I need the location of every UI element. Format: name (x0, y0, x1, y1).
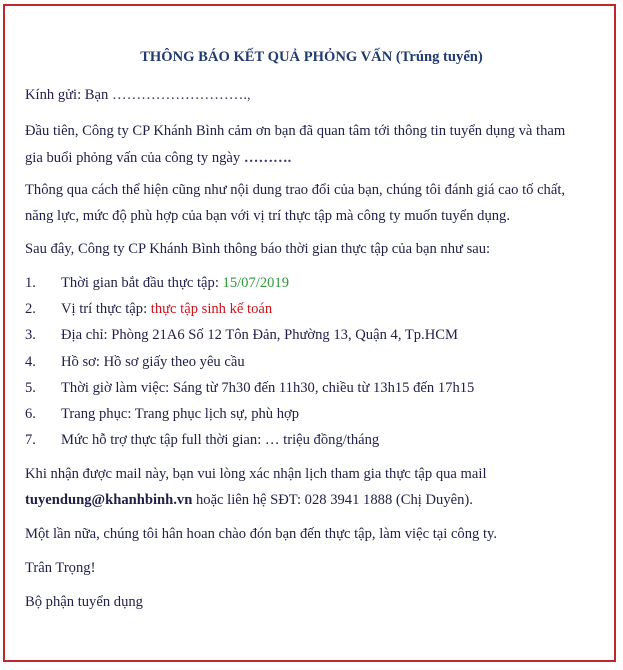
signature-text: Bộ phận tuyển dụng (25, 594, 143, 610)
working-hours-text: Thời giờ làm việc: Sáng từ 7h30 đến 11h30, chiều từ 13h15 đến 17h15 (61, 380, 475, 396)
list-item-number: 6. (25, 406, 36, 422)
list-item-number: 1. (25, 275, 36, 291)
contact-phone-text: hoặc liên hệ SĐT: 028 3941 1888 (Chị Duyên). (192, 492, 473, 508)
evaluation-paragraph-line-1: Thông qua cách thể hiện cũng như nội dung trao đổi của bạn, chúng tôi đánh giá cao tố chất, (25, 182, 566, 198)
dress-code-text: Trang phục: Trang phục lịch sự, phù hợp (61, 406, 300, 422)
intro-paragraph-line-2 (25, 148, 291, 168)
intro-paragraph-text: gia buổi phỏng vấn của công ty ngày (25, 150, 244, 166)
evaluation-paragraph-line-2: năng lực, mức độ phù hợp của bạn với vị trí thực tập mà công ty muốn tuyển dụng. (25, 208, 510, 224)
intro-paragraph-line-1: Đầu tiên, Công ty CP Khánh Bình cảm ơn bạn đã quan tâm tới thông tin tuyển dụng và tham (25, 123, 566, 139)
start-date-value: 15/07/2019 (222, 275, 290, 291)
list-item-number: 7. (25, 432, 36, 448)
documents-text: Hồ sơ: Hồ sơ giấy theo yêu cầu (61, 354, 245, 370)
greeting-label: Kính gửi: Bạn (25, 87, 112, 103)
schedule-intro: Sau đây, Công ty CP Khánh Bình thông báo thời gian thực tập của bạn như sau: (25, 241, 491, 257)
letter-title: THÔNG BÁO KẾT QUẢ PHỎNG VẤN (Trúng tuyển) (140, 49, 483, 65)
list-item-text (61, 273, 289, 293)
list-item-text (61, 299, 272, 319)
interview-date-placeholder: ………. (243, 150, 292, 166)
contact-email-link[interactable]: tuyendung@khanhbinh.vn (25, 492, 193, 508)
confirmation-paragraph-line-2 (25, 490, 473, 510)
list-item-number: 2. (25, 301, 36, 317)
list-item-number: 5. (25, 380, 36, 396)
welcome-paragraph: Một lần nữa, chúng tôi hân hoan chào đón bạn đến thực tập, làm việc tại công ty. (25, 526, 498, 542)
position-value: thực tập sinh kế toán (150, 301, 273, 317)
list-item-number: 4. (25, 354, 36, 370)
greeting-line (25, 85, 251, 105)
confirmation-paragraph-line-1: Khi nhận được mail này, bạn vui lòng xác nhận lịch tham gia thực tập qua mail (25, 466, 487, 482)
start-date-label: Thời gian bắt đầu thực tập: (61, 275, 223, 291)
recipient-placeholder: ………………………., (111, 87, 251, 103)
list-item-number: 3. (25, 327, 36, 343)
closing-text: Trân Trọng! (25, 560, 96, 576)
address-text: Địa chỉ: Phòng 21A6 Số 12 Tôn Đản, Phường 13, Quận 4, Tp.HCM (61, 327, 458, 343)
allowance-text: Mức hỗ trợ thực tập full thời gian: … triệu đồng/tháng (61, 432, 380, 448)
position-label: Vị trí thực tập: (61, 301, 151, 317)
